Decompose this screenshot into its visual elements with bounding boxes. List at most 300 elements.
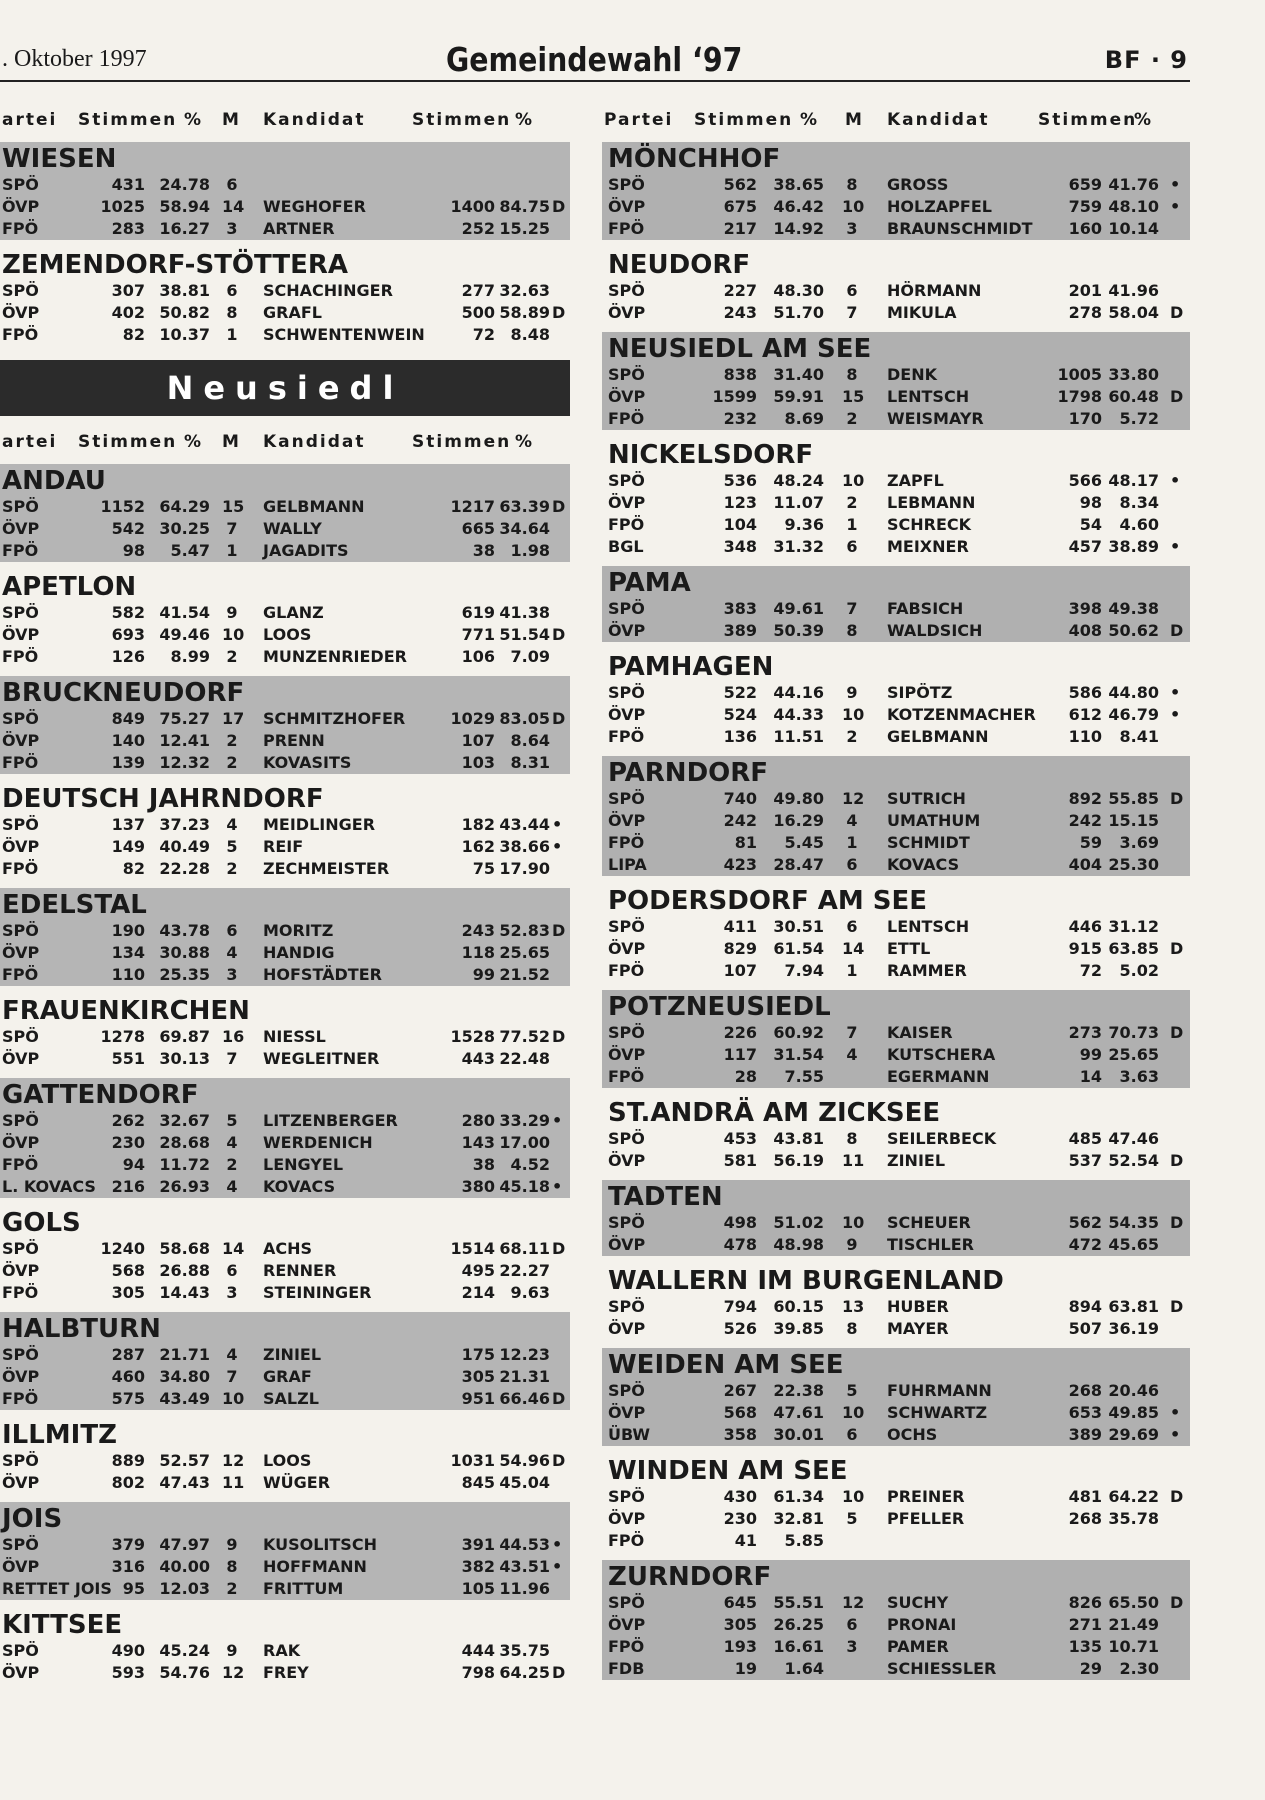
candidate-name: SCHMITZHOFER bbox=[263, 709, 406, 728]
district-banner: Neusiedl bbox=[0, 360, 570, 416]
mandates: 12 bbox=[842, 789, 865, 808]
party-percent: 61.34 bbox=[773, 1487, 824, 1506]
candidate-name: RAMMER bbox=[887, 961, 967, 980]
municipality-name: POTZNEUSIEDL bbox=[608, 992, 831, 1022]
mandates: 10 bbox=[842, 197, 865, 216]
candidate-votes: 162 bbox=[461, 837, 495, 856]
party-votes: 478 bbox=[723, 1235, 757, 1254]
party-percent: 5.85 bbox=[784, 1531, 824, 1550]
party-votes: 193 bbox=[723, 1637, 757, 1656]
candidate-percent: 44.53 bbox=[499, 1535, 550, 1554]
party-name: ÖVP bbox=[2, 943, 40, 962]
mandates: 6 bbox=[226, 281, 238, 300]
candidate-name: BRAUNSCHMIDT bbox=[887, 219, 1033, 238]
party-votes: 82 bbox=[122, 325, 145, 344]
candidate-percent: 41.76 bbox=[1108, 175, 1159, 194]
result-row bbox=[602, 1296, 1190, 1318]
candidate-votes: 485 bbox=[1068, 1129, 1102, 1148]
result-row bbox=[602, 218, 1190, 240]
result-row bbox=[602, 1530, 1190, 1552]
municipality-block bbox=[602, 248, 1190, 324]
candidate-name: KUTSCHERA bbox=[887, 1045, 996, 1064]
municipality-list-top bbox=[0, 142, 570, 346]
party-name: SPÖ bbox=[608, 281, 645, 300]
mandates: 2 bbox=[226, 731, 238, 750]
col-mandates: M bbox=[845, 110, 864, 130]
candidate-name: EGERMANN bbox=[887, 1067, 990, 1086]
candidate-name: WEGHOFER bbox=[263, 197, 366, 216]
mandates: 10 bbox=[842, 471, 865, 490]
municipality-name: WIESEN bbox=[2, 144, 117, 174]
party-name: SPÖ bbox=[2, 175, 39, 194]
candidate-votes: 951 bbox=[461, 1389, 495, 1408]
mandates: 12 bbox=[222, 1663, 245, 1682]
party-votes: 262 bbox=[111, 1111, 145, 1130]
candidate-percent: 3.63 bbox=[1119, 1067, 1159, 1086]
party-votes: 645 bbox=[723, 1593, 757, 1612]
party-name: ÖVP bbox=[2, 519, 40, 538]
party-votes: 411 bbox=[723, 917, 757, 936]
candidate-percent: 3.69 bbox=[1119, 833, 1159, 852]
municipality-name: NEUSIEDL AM SEE bbox=[608, 334, 872, 364]
party-percent: 64.29 bbox=[159, 497, 210, 516]
candidate-percent: 34.64 bbox=[499, 519, 550, 538]
mandates: 2 bbox=[226, 753, 238, 772]
result-row bbox=[0, 218, 570, 240]
party-votes: 794 bbox=[723, 1297, 757, 1316]
mandates: 4 bbox=[226, 943, 238, 962]
party-votes: 389 bbox=[723, 621, 757, 640]
party-percent: 48.30 bbox=[773, 281, 824, 300]
party-votes: 126 bbox=[111, 647, 145, 666]
result-row bbox=[602, 1486, 1190, 1508]
candidate-votes: 242 bbox=[1068, 811, 1102, 830]
result-row bbox=[0, 624, 570, 646]
candidate-percent: 4.52 bbox=[510, 1155, 550, 1174]
candidate-percent: 9.63 bbox=[510, 1283, 550, 1302]
party-votes: 379 bbox=[111, 1535, 145, 1554]
party-name: ÖVP bbox=[608, 1319, 646, 1338]
mandates: 8 bbox=[846, 1319, 858, 1338]
party-percent: 52.57 bbox=[159, 1451, 210, 1470]
result-row bbox=[0, 1282, 570, 1304]
party-name: SPÖ bbox=[2, 815, 39, 834]
result-marker: • bbox=[1170, 705, 1181, 724]
result-row bbox=[602, 810, 1190, 832]
candidate-votes: 175 bbox=[461, 1345, 495, 1364]
mandates: 2 bbox=[226, 1579, 238, 1598]
party-votes: 216 bbox=[111, 1177, 145, 1196]
party-name: SPÖ bbox=[608, 1381, 645, 1400]
municipality-block bbox=[0, 1502, 570, 1600]
candidate-votes: 659 bbox=[1068, 175, 1102, 194]
result-marker: D bbox=[552, 1389, 566, 1408]
party-percent: 44.16 bbox=[773, 683, 824, 702]
result-marker: D bbox=[1170, 789, 1184, 808]
municipality-name: JOIS bbox=[2, 1504, 63, 1534]
result-row bbox=[602, 1128, 1190, 1150]
result-marker: • bbox=[552, 1111, 563, 1130]
result-row bbox=[0, 942, 570, 964]
candidate-name: KOVACS bbox=[887, 855, 960, 874]
candidate-votes: 268 bbox=[1068, 1509, 1102, 1528]
candidate-percent: 22.48 bbox=[499, 1049, 550, 1068]
candidate-name: SCHRECK bbox=[887, 515, 972, 534]
party-name: ÖVP bbox=[608, 811, 646, 830]
candidate-name: GRAF bbox=[263, 1367, 312, 1386]
candidate-name: WEGLEITNER bbox=[263, 1049, 380, 1068]
party-votes: 305 bbox=[723, 1615, 757, 1634]
mandates: 4 bbox=[226, 815, 238, 834]
party-name: ÖVP bbox=[608, 1509, 646, 1528]
municipality-name: PAMA bbox=[608, 568, 691, 598]
candidate-name: LOOS bbox=[263, 1451, 312, 1470]
mandates: 2 bbox=[846, 493, 858, 512]
candidate-percent: 43.51 bbox=[499, 1557, 550, 1576]
candidate-percent: 63.85 bbox=[1108, 939, 1159, 958]
candidate-name: SCHWARTZ bbox=[887, 1403, 988, 1422]
mandates: 6 bbox=[846, 1615, 858, 1634]
result-row bbox=[602, 408, 1190, 430]
party-name: FPÖ bbox=[2, 541, 39, 560]
candidate-name: HANDIG bbox=[263, 943, 335, 962]
party-votes: 575 bbox=[111, 1389, 145, 1408]
result-marker: • bbox=[552, 815, 563, 834]
candidate-votes: 408 bbox=[1068, 621, 1102, 640]
party-votes: 581 bbox=[723, 1151, 757, 1170]
party-percent: 31.40 bbox=[773, 365, 824, 384]
party-percent: 44.33 bbox=[773, 705, 824, 724]
party-votes: 305 bbox=[111, 1283, 145, 1302]
candidate-percent: 35.78 bbox=[1108, 1509, 1159, 1528]
party-percent: 12.32 bbox=[159, 753, 210, 772]
mandates: 9 bbox=[846, 1235, 858, 1254]
candidate-name: LENTSCH bbox=[887, 387, 970, 406]
result-marker: D bbox=[552, 1027, 566, 1046]
candidate-name: REIF bbox=[263, 837, 304, 856]
party-votes: 582 bbox=[111, 603, 145, 622]
mandates: 3 bbox=[846, 1637, 858, 1656]
party-name: ÖVP bbox=[608, 197, 646, 216]
mandates: 15 bbox=[842, 387, 865, 406]
mandates: 9 bbox=[846, 683, 858, 702]
result-row bbox=[0, 518, 570, 540]
candidate-percent: 46.79 bbox=[1108, 705, 1159, 724]
party-percent: 75.27 bbox=[159, 709, 210, 728]
party-name: FPÖ bbox=[608, 961, 645, 980]
result-row bbox=[0, 836, 570, 858]
candidate-votes: 1029 bbox=[450, 709, 495, 728]
candidate-votes: 481 bbox=[1068, 1487, 1102, 1506]
candidate-percent: 21.52 bbox=[499, 965, 550, 984]
candidate-votes: 915 bbox=[1068, 939, 1102, 958]
candidate-votes: 382 bbox=[461, 1557, 495, 1576]
candidate-votes: 457 bbox=[1068, 537, 1102, 556]
candidate-percent: 51.54 bbox=[499, 625, 550, 644]
result-row bbox=[602, 174, 1190, 196]
party-name: SPÖ bbox=[608, 1023, 645, 1042]
party-name: FPÖ bbox=[608, 515, 645, 534]
candidate-votes: 845 bbox=[461, 1473, 495, 1492]
party-votes: 243 bbox=[723, 303, 757, 322]
party-votes: 81 bbox=[734, 833, 757, 852]
party-name: SPÖ bbox=[608, 175, 645, 194]
party-votes: 283 bbox=[111, 219, 145, 238]
candidate-votes: 54 bbox=[1079, 515, 1102, 534]
candidate-name: WALDSICH bbox=[887, 621, 983, 640]
municipality-name: DEUTSCH JAHRNDORF bbox=[2, 784, 324, 814]
party-percent: 43.78 bbox=[159, 921, 210, 940]
mandates: 4 bbox=[226, 1177, 238, 1196]
result-row bbox=[0, 920, 570, 942]
party-percent: 51.02 bbox=[773, 1213, 824, 1232]
candidate-percent: 21.49 bbox=[1108, 1615, 1159, 1634]
mandates: 10 bbox=[222, 1389, 245, 1408]
party-percent: 25.35 bbox=[159, 965, 210, 984]
municipality-list-right bbox=[602, 142, 1190, 1680]
municipality-block bbox=[602, 332, 1190, 430]
party-name: ÖVP bbox=[608, 1151, 646, 1170]
candidate-percent: 29.69 bbox=[1108, 1425, 1159, 1444]
party-percent: 24.78 bbox=[159, 175, 210, 194]
party-percent: 22.38 bbox=[773, 1381, 824, 1400]
result-row bbox=[602, 1318, 1190, 1340]
municipality-block bbox=[602, 566, 1190, 642]
mandates: 6 bbox=[846, 917, 858, 936]
mandates: 12 bbox=[842, 1593, 865, 1612]
party-votes: 95 bbox=[122, 1579, 145, 1598]
party-name: SPÖ bbox=[2, 921, 39, 940]
candidate-votes: 446 bbox=[1068, 917, 1102, 936]
candidate-name: SIPÖTZ bbox=[887, 683, 953, 702]
candidate-percent: 8.31 bbox=[510, 753, 550, 772]
candidate-percent: 2.30 bbox=[1119, 1659, 1159, 1678]
party-percent: 11.07 bbox=[773, 493, 824, 512]
col-votes: Stimmen bbox=[78, 432, 178, 452]
candidate-votes: 398 bbox=[1068, 599, 1102, 618]
candidate-votes: 826 bbox=[1068, 1593, 1102, 1612]
candidate-name: MEIDLINGER bbox=[263, 815, 376, 834]
result-marker: • bbox=[1170, 1403, 1181, 1422]
result-row bbox=[602, 1212, 1190, 1234]
party-name: SPÖ bbox=[2, 1641, 39, 1660]
candidate-percent: 41.38 bbox=[499, 603, 550, 622]
result-row bbox=[0, 1110, 570, 1132]
candidate-votes: 444 bbox=[461, 1641, 495, 1660]
result-marker: D bbox=[552, 1239, 566, 1258]
result-row bbox=[602, 1022, 1190, 1044]
candidate-name: FABSICH bbox=[887, 599, 964, 618]
result-row bbox=[602, 386, 1190, 408]
party-percent: 5.45 bbox=[784, 833, 824, 852]
party-votes: 267 bbox=[723, 1381, 757, 1400]
candidate-percent: 83.05 bbox=[499, 709, 550, 728]
party-percent: 41.54 bbox=[159, 603, 210, 622]
candidate-name: SALZL bbox=[263, 1389, 319, 1408]
candidate-percent: 65.50 bbox=[1108, 1593, 1159, 1612]
result-row bbox=[0, 1366, 570, 1388]
candidate-votes: 495 bbox=[461, 1261, 495, 1280]
mandates: 3 bbox=[226, 1283, 238, 1302]
municipality-list-main bbox=[0, 464, 570, 1684]
candidate-votes: 1400 bbox=[450, 197, 495, 216]
party-name: SPÖ bbox=[2, 1027, 39, 1046]
candidate-votes: 118 bbox=[461, 943, 495, 962]
col-pct-candidate: % bbox=[515, 110, 535, 130]
candidate-name: OCHS bbox=[887, 1425, 938, 1444]
municipality-name: NEUDORF bbox=[608, 250, 751, 280]
party-votes: 838 bbox=[723, 365, 757, 384]
candidate-name: PFELLER bbox=[887, 1509, 965, 1528]
candidate-name: PRONAI bbox=[887, 1615, 957, 1634]
party-percent: 61.54 bbox=[773, 939, 824, 958]
party-votes: 1152 bbox=[100, 497, 145, 516]
result-marker: D bbox=[552, 1451, 566, 1470]
party-percent: 38.65 bbox=[773, 175, 824, 194]
mandates: 14 bbox=[842, 939, 865, 958]
municipality-block bbox=[602, 990, 1190, 1088]
municipality-block bbox=[0, 1206, 570, 1304]
candidate-percent: 8.64 bbox=[510, 731, 550, 750]
party-name: FPÖ bbox=[2, 325, 39, 344]
party-votes: 524 bbox=[723, 705, 757, 724]
result-row bbox=[602, 854, 1190, 876]
party-percent: 47.97 bbox=[159, 1535, 210, 1554]
candidate-name: GRAFL bbox=[263, 303, 322, 322]
candidate-percent: 49.38 bbox=[1108, 599, 1159, 618]
municipality-name: BRUCKNEUDORF bbox=[2, 678, 245, 708]
municipality-block bbox=[0, 464, 570, 562]
candidate-percent: 38.66 bbox=[499, 837, 550, 856]
party-name: RETTET JOIS bbox=[2, 1579, 112, 1598]
party-votes: 316 bbox=[111, 1557, 145, 1576]
candidate-name: KOVACS bbox=[263, 1177, 336, 1196]
mandates: 8 bbox=[226, 303, 238, 322]
party-votes: 562 bbox=[723, 175, 757, 194]
page-header bbox=[0, 40, 1190, 82]
result-row bbox=[602, 788, 1190, 810]
candidate-percent: 68.11 bbox=[499, 1239, 550, 1258]
candidate-votes: 29 bbox=[1079, 1659, 1102, 1678]
party-votes: 1240 bbox=[100, 1239, 145, 1258]
candidate-votes: 273 bbox=[1068, 1023, 1102, 1042]
candidate-votes: 472 bbox=[1068, 1235, 1102, 1254]
col-votes-candidate: Stimmen bbox=[412, 110, 512, 130]
candidate-percent: 36.19 bbox=[1108, 1319, 1159, 1338]
party-percent: 32.81 bbox=[773, 1509, 824, 1528]
municipality-name: FRAUENKIRCHEN bbox=[2, 996, 250, 1026]
result-row bbox=[0, 324, 570, 346]
party-votes: 431 bbox=[111, 175, 145, 194]
party-percent: 10.37 bbox=[159, 325, 210, 344]
result-row bbox=[602, 1658, 1190, 1680]
mandates: 14 bbox=[222, 1239, 245, 1258]
result-row bbox=[0, 1260, 570, 1282]
mandates: 1 bbox=[846, 515, 858, 534]
candidate-votes: 404 bbox=[1068, 855, 1102, 874]
party-votes: 287 bbox=[111, 1345, 145, 1364]
candidate-name: FRITTUM bbox=[263, 1579, 344, 1598]
candidate-name: KAISER bbox=[887, 1023, 953, 1042]
party-votes: 849 bbox=[111, 709, 145, 728]
candidate-votes: 252 bbox=[461, 219, 495, 238]
candidate-name: HOFSTÄDTER bbox=[263, 965, 382, 984]
candidate-name: DENK bbox=[887, 365, 937, 384]
party-percent: 1.64 bbox=[784, 1659, 824, 1678]
party-votes: 242 bbox=[723, 811, 757, 830]
candidate-votes: 798 bbox=[461, 1663, 495, 1682]
candidate-votes: 771 bbox=[461, 625, 495, 644]
party-percent: 5.47 bbox=[170, 541, 210, 560]
mandates: 15 bbox=[222, 497, 245, 516]
mandates: 12 bbox=[222, 1451, 245, 1470]
candidate-name: NIESSL bbox=[263, 1027, 326, 1046]
mandates: 1 bbox=[226, 325, 238, 344]
party-percent: 45.24 bbox=[159, 1641, 210, 1660]
party-votes: 190 bbox=[111, 921, 145, 940]
result-row bbox=[602, 832, 1190, 854]
candidate-percent: 38.89 bbox=[1108, 537, 1159, 556]
party-name: ÖVP bbox=[2, 197, 40, 216]
col-votes-candidate: Stimmen bbox=[412, 432, 512, 452]
party-votes: 307 bbox=[111, 281, 145, 300]
mandates: 9 bbox=[226, 603, 238, 622]
party-votes: 41 bbox=[734, 1531, 757, 1550]
result-marker: D bbox=[552, 303, 566, 322]
left-column bbox=[0, 108, 570, 1684]
candidate-votes: 391 bbox=[461, 1535, 495, 1554]
mandates: 1 bbox=[226, 541, 238, 560]
result-row bbox=[0, 540, 570, 562]
candidate-name: KUSOLITSCH bbox=[263, 1535, 377, 1554]
col-pct-candidate: % bbox=[1134, 110, 1154, 130]
candidate-name: PAMER bbox=[887, 1637, 949, 1656]
candidate-percent: 70.73 bbox=[1108, 1023, 1159, 1042]
candidate-percent: 48.10 bbox=[1108, 197, 1159, 216]
party-percent: 58.94 bbox=[159, 197, 210, 216]
candidate-percent: 58.89 bbox=[499, 303, 550, 322]
party-name: ÖVP bbox=[608, 387, 646, 406]
result-marker: • bbox=[552, 837, 563, 856]
candidate-name: SEILERBECK bbox=[887, 1129, 997, 1148]
result-row bbox=[602, 704, 1190, 726]
party-percent: 58.68 bbox=[159, 1239, 210, 1258]
municipality-name: GATTENDORF bbox=[2, 1080, 199, 1110]
result-row bbox=[0, 1662, 570, 1684]
mandates: 3 bbox=[846, 219, 858, 238]
candidate-percent: 64.25 bbox=[499, 1663, 550, 1682]
candidate-percent: 41.96 bbox=[1108, 281, 1159, 300]
party-name: ÖVP bbox=[2, 625, 40, 644]
party-percent: 7.55 bbox=[784, 1067, 824, 1086]
party-name: FPÖ bbox=[608, 1067, 645, 1086]
party-percent: 14.43 bbox=[159, 1283, 210, 1302]
candidate-name: FREY bbox=[263, 1663, 309, 1682]
mandates: 7 bbox=[226, 1367, 238, 1386]
candidate-votes: 278 bbox=[1068, 303, 1102, 322]
candidate-percent: 64.22 bbox=[1108, 1487, 1159, 1506]
candidate-percent: 25.30 bbox=[1108, 855, 1159, 874]
candidate-percent: 54.96 bbox=[499, 1451, 550, 1470]
candidate-votes: 562 bbox=[1068, 1213, 1102, 1232]
result-row bbox=[0, 1026, 570, 1048]
candidate-votes: 507 bbox=[1068, 1319, 1102, 1338]
party-name: SPÖ bbox=[608, 683, 645, 702]
party-percent: 49.61 bbox=[773, 599, 824, 618]
page-number: BF · 9 bbox=[1104, 46, 1188, 74]
party-percent: 43.81 bbox=[773, 1129, 824, 1148]
party-name: ÖVP bbox=[2, 1557, 40, 1576]
